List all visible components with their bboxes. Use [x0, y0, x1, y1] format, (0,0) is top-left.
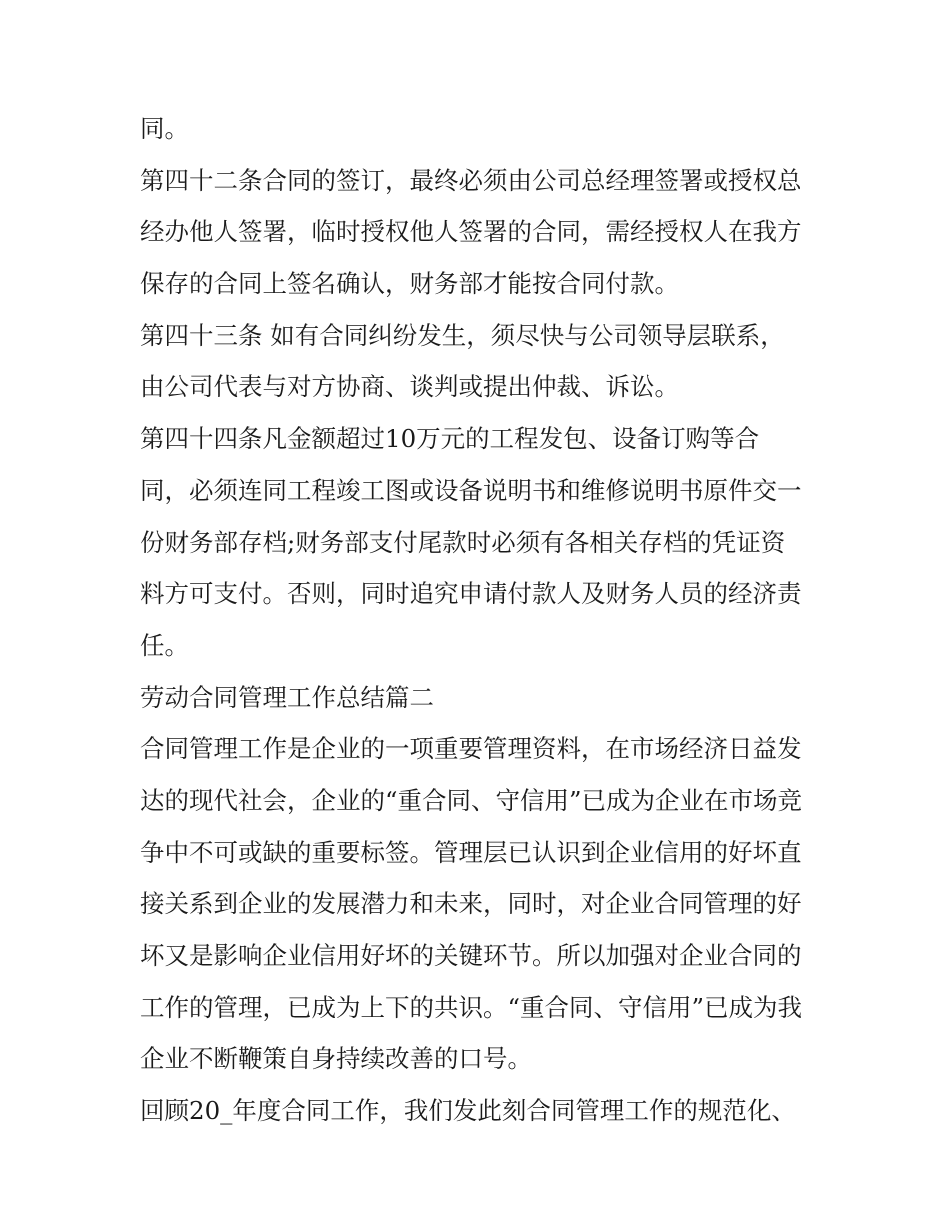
text-line: 争中不可或缺的重要标签。管理层已认识到企业信用的好坏直 [140, 837, 802, 867]
section-heading: 劳动合同管理工作总结篇二 [140, 682, 434, 712]
text-line: 第四十二条合同的签订，最终必须由公司总经理签署或授权总 [140, 165, 802, 195]
text-line: 第四十三条 如有合同纠纷发生，须尽快与公司领导层联系， [140, 320, 785, 350]
text-line: 经办他人签署，临时授权他人签署的合同，需经授权人在我方 [140, 217, 802, 247]
text-line: 第四十四条凡金额超过10万元的工程发包、设备订购等合 [140, 424, 760, 454]
text-line: 料方可支付。否则，同时追究申请付款人及财务人员的经济责 [140, 579, 802, 609]
text-line: 份财务部存档;财务部支付尾款时必须有各相关存档的凭证资 [140, 527, 786, 557]
text-line: 由公司代表与对方协商、谈判或提出仲裁、诉讼。 [140, 372, 679, 402]
text-line: 接关系到企业的发展潜力和未来，同时，对企业合同管理的好 [140, 889, 802, 919]
text-line: 企业不断鞭策自身持续改善的口号。 [140, 1044, 532, 1074]
text-line: 回顾20_年度合同工作，我们发此刻合同管理工作的规范化、 [140, 1096, 796, 1126]
text-line: 同。 [140, 114, 189, 143]
text-line: 合同管理工作是企业的一项重要管理资料，在市场经济日益发 [140, 734, 802, 764]
text-line: 保存的合同上签名确认，财务部才能按合同付款。 [140, 269, 679, 299]
document-body [140, 103, 820, 1137]
text-line: 坏又是影响企业信用好坏的关键环节。所以加强对企业合同的 [140, 941, 802, 970]
text-line: 任。 [140, 630, 189, 660]
text-line: 达的现代社会，企业的“重合同、守信用”已成为企业在市场竞 [140, 785, 803, 815]
text-line: 同，必须连同工程竣工图或设备说明书和维修说明书原件交一 [140, 475, 802, 505]
text-line: 工作的管理，已成为上下的共识。“重合同、守信用”已成为我 [140, 992, 803, 1022]
